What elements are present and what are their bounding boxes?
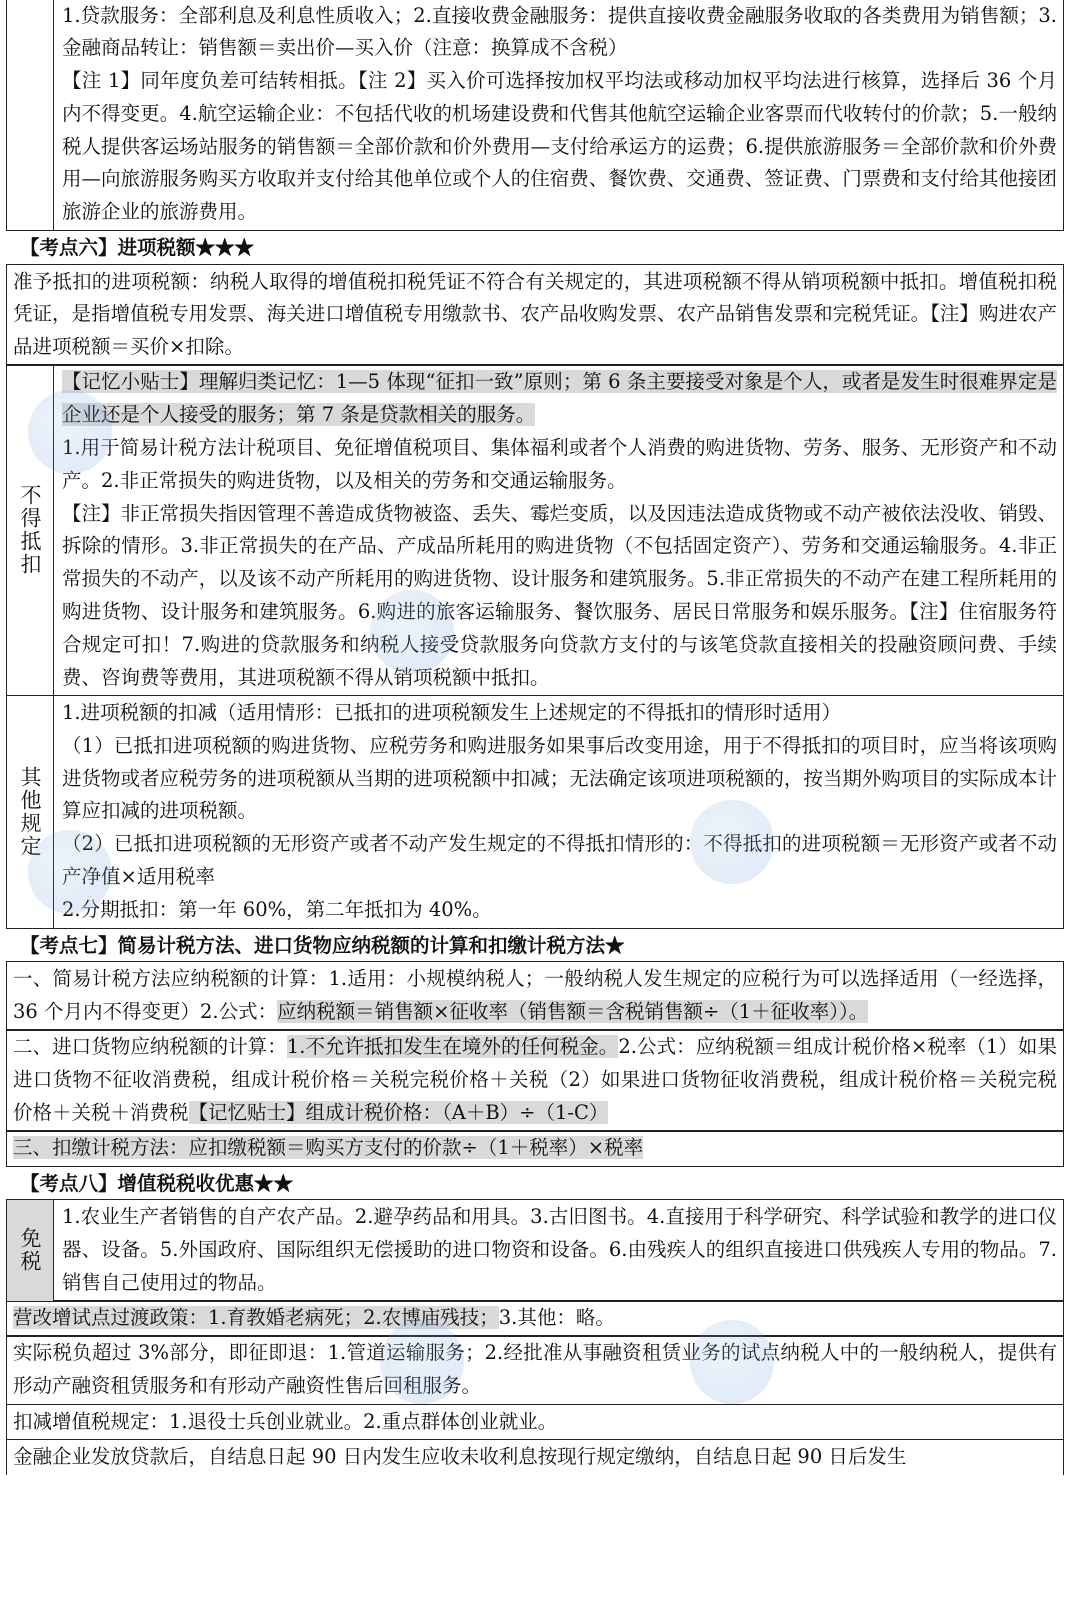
section8-heading: 【考点八】增值税税收优惠★★: [20, 1171, 294, 1195]
no-deduct-para-1: 1.用于简易计税方法计税项目、免征增值税项目、集体福利或者个人消费的购进货物、劳务、服务、无形资产和不动产。2.非正常损失的购进货物，以及相关的劳务和交通运输服务。: [62, 436, 1057, 492]
watermark-logo: [380, 1320, 464, 1404]
transition-other: 3.其他：略。: [498, 1306, 615, 1330]
empty-label-cell: [7, 0, 54, 230]
exempt-text-cell: [54, 1200, 1063, 1300]
section7-heading: 【考点七】简易计税方法、进口货物应纳税额的计算和扣缴计税方法★: [20, 933, 625, 957]
other-rules-para-2: （1）已抵扣进项税额的购进货物、应税劳务和购进服务如果事后改变用途，用于不得抵扣的项目时，应当将该项购进货物或者应税劳务的进项税额从当期的进项税额中扣减；无法确定该项进项税额的，按当期外购项目的实际成本计算应扣减的进项税额。: [62, 733, 1057, 823]
simple-method-text: 一、简易计税方法应纳税额的计算：1.适用：小规模纳税人；一般纳税人发生规定的应税行为可以选择适用（一经选择，36 个月内不得变更）2.公式：: [13, 967, 1057, 1023]
other-rules-label: 其他规定: [7, 696, 54, 928]
watermark-logo: [690, 1320, 774, 1404]
reduce-block: [6, 1404, 1064, 1441]
finance-text: 金融企业发放贷款后，自结息日起 90 日内发生应收未收利息按现行规定缴纳，自结息日起 90 日后发生: [13, 1444, 907, 1468]
watermark-logo: [28, 830, 112, 914]
no-deduct-label: 不得抵扣: [7, 365, 54, 695]
withholding-block: [6, 1130, 1064, 1167]
import-goods-formula: 2.公式：应纳税额＝组成计税价格×税率（1）如果进口货物不征收消费税，组成计税价格＝关税完税价格＋关税（2）如果进口货物征收消费税，组成计税价格＝关税完税价格＋关税＋消费税: [13, 1035, 1057, 1124]
input-tax-intro: [6, 264, 1064, 366]
watermark-logo: [370, 590, 454, 674]
simple-method-block: [6, 961, 1064, 1031]
watermark-logo: [28, 390, 112, 474]
watermark-logo: [690, 800, 774, 884]
sales-amount-line-1: 1.贷款服务：全部利息及利息性质收入；2.直接收费金融服务：提供直接收费金融服务收取的各类费用为销售额；3.金融商品转让：销售额＝卖出价—买入价（注意：换算成不含税）: [62, 3, 1057, 60]
transition-policy: 营改增试点过渡政策：1.育教婚老病死；2.农博庙残技；: [13, 1306, 499, 1330]
exempt-text: 1.农业生产者销售的自产农产品。2.避孕药品和用具。3.古旧图书。4.直接用于科学研究、科学试验和教学的进口仪器、设备。5.外国政府、国际组织无偿援助的进口物资和设备。6.由残疾人的组织直接进口供残疾人专用的物品。7.销售自己使用过的物品。: [62, 1205, 1057, 1294]
finance-block: [6, 1439, 1064, 1475]
no-deduct-para-2: 【注】非正常损失指因管理不善造成货物被盗、丢失、霉烂变质，以及因违法造成货物或不动产被依法没收、销毁、拆除的情形。3.非正常损失的在产品、产成品所耗用的购进货物（不包括固定资产）、劳务和交通运输服务。4.非正常损失的不动产，以及该不动产所耗用的购进货物、设计服务和建筑服务。5.非正常损失的不动产在建工程所耗用的购进货物、设计服务和建筑服务。6.购进的旅客运输服务、餐饮服务、居民日常服务和娱乐服务。【注】住宿服务符合规定可扣！7.购进的贷款服务和纳税人接受贷款服务向贷款方支付的与该笔贷款直接相关的投融资顾问费、手续费、咨询费等费用，其进项税额不得从销项税额中抵扣。: [62, 501, 1057, 689]
other-rules-block: [6, 695, 1064, 929]
no-deduct-block: [6, 364, 1064, 696]
transition-block: [6, 1300, 1064, 1337]
sales-amount-line-2: 【注 1】同年度负差可结转相抵。【注 2】买入价可选择按加权平均法或移动加权平均法进行核算，选择后 36 个月内不得变更。4.航空运输企业：不包括代收的机场建设费和代售其他航空运输企业客票而代收转付的价款；5.一般纳税人提供客运场站服务的销售额＝全部价款和价外费用—支付给承运方的运费；6.提供旅游服务＝全部价款和价外费用—向旅游服务购买方收取并支付给其他单位或个人的住宿费、餐饮费、交通费、签证费、门票费和支付给其他接团旅游企业的旅游费用。: [62, 69, 1057, 224]
simple-method-formula: 应纳税额＝销售额×征收率（销售额＝含税销售额÷（1＋征收率））。: [277, 999, 869, 1023]
other-rules-para-3: （2）已抵扣进项税额的无形资产或者不动产发生规定的不得抵扣情形的：不得抵扣的进项税额＝无形资产或者不动产净值×适用税率: [62, 832, 1057, 888]
exempt-label: 免税: [7, 1200, 54, 1300]
import-goods-title: 二、进口货物应纳税额的计算：: [13, 1035, 287, 1059]
memory-tip: 【记忆小贴士】理解归类记忆：1—5 体现“征扣一致”原则；第 6 条主要接受对象是个人，或者是发生时很难界定是企业还是个人接受的服务；第 7 条是贷款相关的服务。: [62, 370, 1057, 427]
import-goods-tip: 【记忆贴士】组成计税价格：（A＋B）÷（1-C）: [188, 1100, 609, 1124]
refund-block: [6, 1335, 1064, 1405]
import-goods-block: [6, 1029, 1064, 1131]
withholding-text: 三、扣缴计税方法：应扣缴税额＝购买方支付的价款÷（1＋税率）×税率: [13, 1136, 644, 1159]
input-tax-intro-text: 准予抵扣的进项税额：纳税人取得的增值税扣税凭证不符合有关规定的，其进项税额不得从销项税额中抵扣。增值税扣税凭证，是指增值税专用发票、海关进口增值税专用缴款书、农产品收购发票、农产品销售发票和完税凭证。【注】购进农产品进项税额＝买价×扣除。: [13, 269, 1057, 359]
import-goods-rule: 1.不允许抵扣发生在境外的任何税金。: [286, 1035, 619, 1059]
other-rules-text: [54, 696, 1063, 928]
section6-heading: 【考点六】进项税额★★★: [20, 236, 255, 260]
exempt-block: [6, 1199, 1064, 1301]
sales-amount-text: [54, 0, 1063, 230]
other-rules-para-4: 2.分期抵扣：第一年 60%，第二年抵扣为 40%。: [62, 897, 492, 921]
reduce-text: 扣减增值税规定：1.退役士兵创业就业。2.重点群体创业就业。: [13, 1409, 558, 1433]
document-page: [6, 0, 1064, 1475]
refund-text: 实际税负超过 3%部分，即征即退：1.管道运输服务；2.经批准从事融资租赁业务的试点纳税人中的一般纳税人，提供有形动产融资租赁服务和有形动产融资性售后回租服务。: [13, 1341, 1057, 1398]
no-deduct-text: [54, 365, 1063, 695]
sales-amount-block: [6, 0, 1064, 231]
other-rules-para-1: 1.进项税额的扣减（适用情形：已抵扣的进项税额发生上述规定的不得抵扣的情形时适用）: [62, 700, 842, 724]
